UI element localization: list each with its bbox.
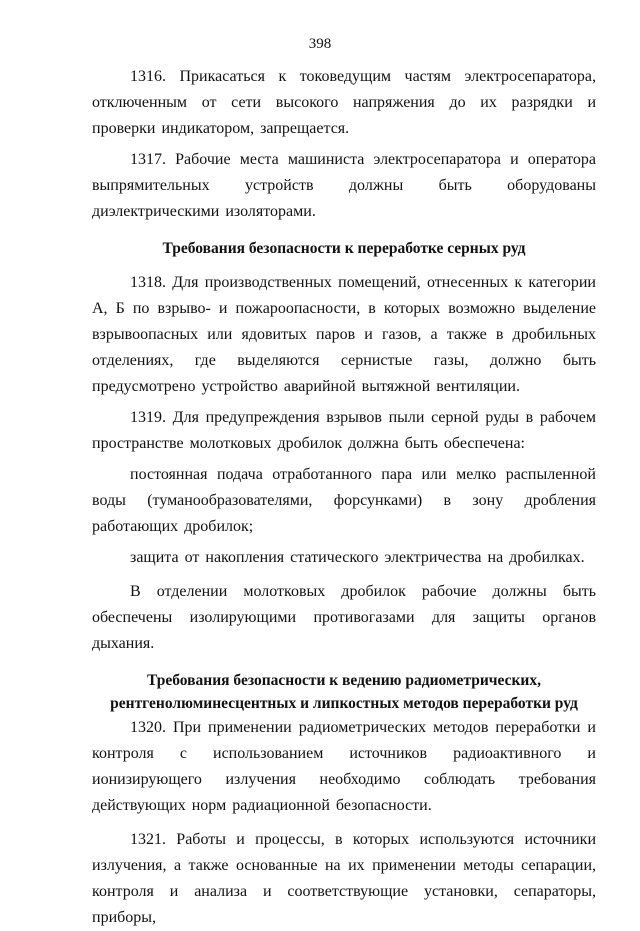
paragraph-1319-note: В отделении молотковых дробилок рабочие должны быть обеспечены изолирующими противогазами для защиты органов дыхания. <box>92 583 596 652</box>
page-content <box>92 64 596 931</box>
section-heading-radiometric-line2: рентгенолюминесцентных и липкостных методов переработки руд <box>110 695 578 712</box>
paragraph-1319: 1319. Для предупреждения взрывов пыли серной руды в рабочем пространстве молотковых дробилок должна быть обеспечена: <box>92 409 596 452</box>
paragraph-1319-item-static: защита от накопления статического электричества на дробилках. <box>130 549 585 566</box>
paragraph-1320: 1320. При применении радиометрических методов переработки и контроля с использованием источников радиоактивного и ионизирующего излучения необходимо соблюдать требования действующих норм радиационной безопасности. <box>92 719 596 814</box>
paragraph-1319-item-steam: постоянная подача отработанного пара или мелко распыленной воды (туманообразователями, форсунками) в зону дробления работающих дробилок; <box>92 466 596 535</box>
paragraph-1316: 1316. Прикасаться к токоведущим частям электросепаратора, отключенным от сети высокого напряжения до их разрядки и проверки индикатором, запрещается. <box>92 68 596 137</box>
paragraph-1321: 1321. Работы и процессы, в которых используются источники излучения, а также основанные на их применении методы сепарации, контроля и анализа и соответствующие установки, сепараторы, приборы, <box>92 831 596 926</box>
paragraph-1318: 1318. Для производственных помещений, отнесенных к категории А, Б по взрыво- и пожароопасности, в которых возможно выделение взрывоопасных или ядовитых паров и газов, а также в дробильных отделениях, где выделяются сернистые газы, должно быть предусмотрено устройство аварийной вытяжной вентиляции. <box>92 274 596 395</box>
page-number: 398 <box>308 36 332 52</box>
section-heading-sulfur-ores: Требования безопасности к переработке серных руд <box>162 240 526 257</box>
section-heading-radiometric-line1: Требования безопасности к ведению радиометрических, <box>147 672 541 689</box>
paragraph-1317: 1317. Рабочие места машиниста электросепаратора и оператора выпрямительных устройств должны быть оборудованы диэлектрическими изоляторами. <box>92 151 596 220</box>
section-heading-radiometric <box>92 669 596 715</box>
